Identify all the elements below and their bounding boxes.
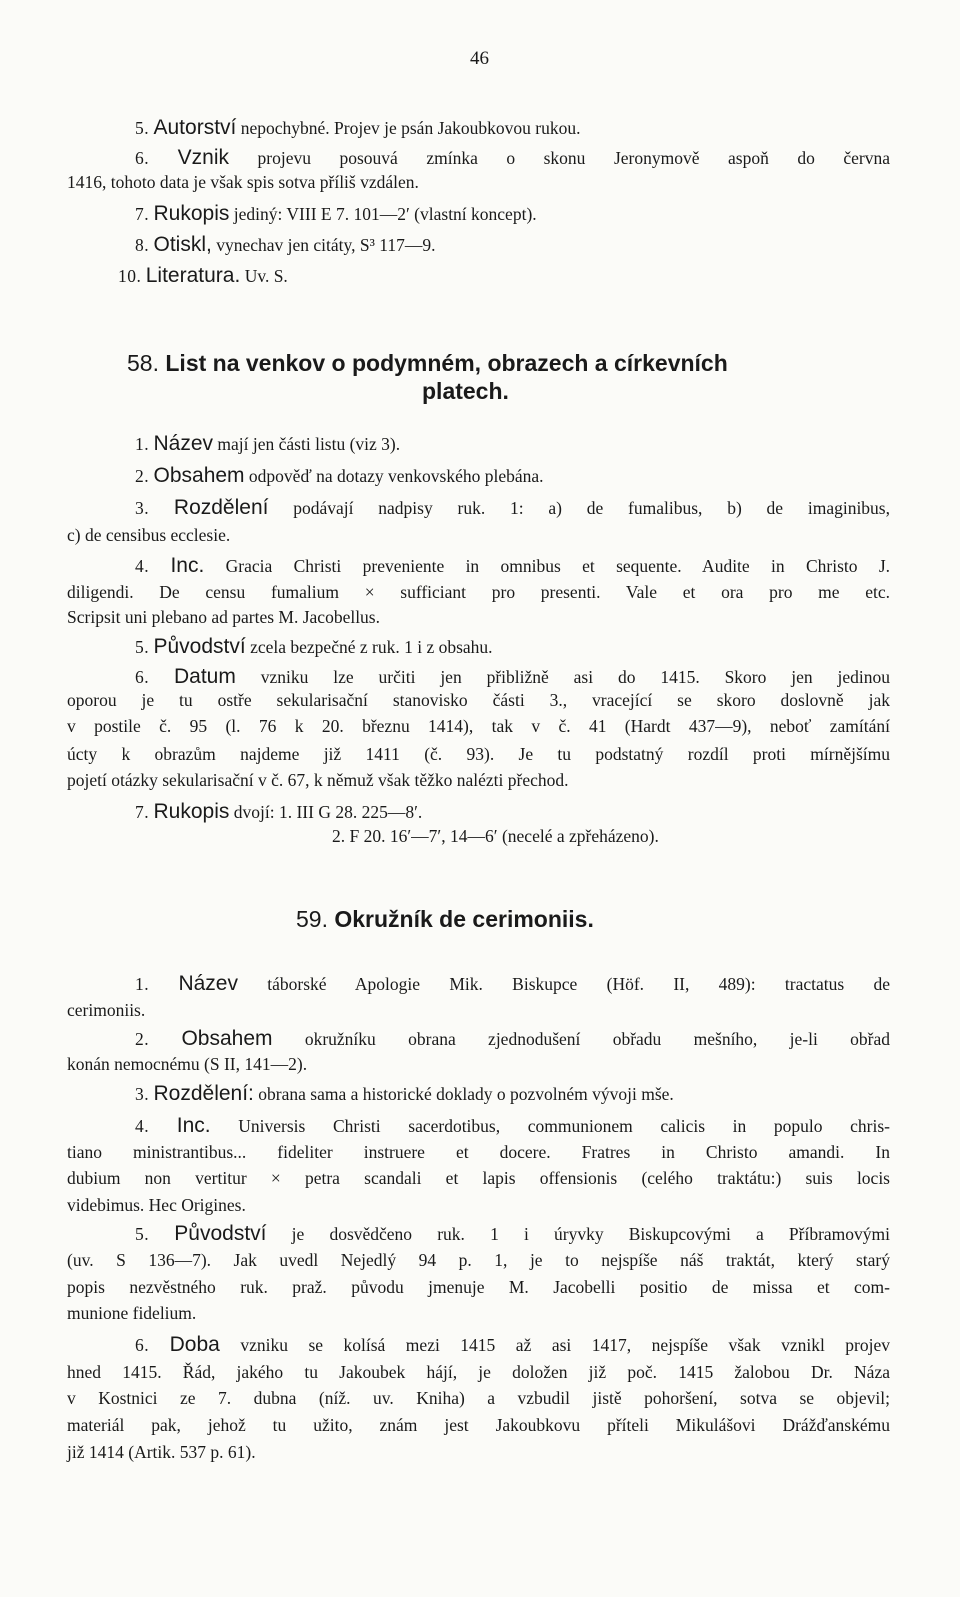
list-item [135,116,890,140]
item-text: vzniku se kolísá mezi 1415 až asi 1417, nejspíše však vznikl projev [240,1335,891,1355]
item-text: tiano ministrantibus... fideliter instruere et docere. Fratres in Christo amandi. In [67,1142,890,1162]
list-item [67,716,890,737]
list-item [135,1222,890,1246]
item-number: 6. [135,667,150,687]
list-item [67,1168,890,1189]
item-text: Universis Christi sacerdotibus, communionem calicis in populo chris- [238,1116,891,1136]
item-text: konán nemocnému (S II, 141—2). [67,1054,308,1074]
section-heading [127,350,728,377]
item-text: zcela bezpečné z ruk. 1 i z obsahu. [250,637,493,657]
item-number: 5. [135,118,150,138]
item-keyword: Inc. [170,554,205,577]
item-number: 8. [135,235,150,255]
item-number: 7. [135,204,150,224]
item-text: popis nezvěstného ruk. praž. původu jmenuje M. Jacobelli positio de missa et com- [67,1277,890,1297]
item-keyword: Obsahem [153,464,245,487]
list-item [67,770,890,791]
item-text: projevu posouvá zmínka o skonu Jeronymově aspoň do června [257,148,890,168]
list-item [67,1000,890,1021]
item-text: materiál pak, jehož tu užito, znám jest Jakoubkovu příteli Mikulášovi Drážďanskému [67,1415,890,1435]
item-text: nepochybné. Projev je psán Jakoubkovou rukou. [240,118,581,138]
item-text: v postile č. 95 (l. 76 k 20. březnu 1414), tak v č. 41 (Hardt 437—9), neboť zamítání [67,716,890,736]
item-text: mají jen části listu (viz 3). [217,434,401,454]
list-item [135,635,890,659]
list-item [67,1054,890,1075]
item-text: podávají nadpisy ruk. 1: a) de fumalibus, b) de imaginibus, [293,498,890,518]
item-text: obrana sama a historické doklady o pozvolném vývoji mše. [258,1084,674,1104]
item-keyword: Název [153,432,214,455]
list-item [67,582,890,603]
list-item [135,496,890,520]
list-item [67,1362,890,1383]
item-number: 2. [135,466,150,486]
item-keyword: Autorství [153,116,237,139]
list-item [135,202,890,226]
list-item [67,1388,890,1409]
list-item [135,432,890,456]
item-number: 6. [135,148,150,168]
list-item [135,554,890,578]
section-title: Okružník de cerimoniis. [334,906,594,932]
item-keyword: Původství [153,635,246,658]
list-item [135,1333,890,1357]
item-keyword: Rozdělení [173,496,269,519]
item-text: 2. F 20. 16′—7′, 14—6′ (necelé a zpřeházeno). [332,826,659,846]
item-text: c) de censibus ecclesie. [67,525,231,545]
item-text: okružníku obrana zjednodušení obřadu mešního, je-li obřad [304,1029,890,1049]
item-keyword: Otiskl, [153,233,212,256]
list-item [135,972,890,996]
item-number: 3. [135,498,150,518]
list-item [67,1415,890,1436]
item-number: 5. [135,1224,150,1244]
item-keyword: Rozdělení: [153,1082,254,1105]
list-item [135,665,890,689]
item-number: 4. [135,1116,150,1136]
section-number: 59. [296,906,328,932]
list-item [67,172,890,193]
section-heading [296,906,594,933]
item-keyword: Vznik [177,146,229,169]
item-text: jediný: VIII E 7. 101—2′ (vlastní koncept). [233,204,537,224]
item-text: vynechav jen citáty, S³ 117—9. [216,235,436,255]
item-text: (uv. S 136—7). Jak uvedl Nejedlý 94 p. 1, je to nejspíše náš traktát, který starý [67,1250,890,1270]
list-item [67,690,890,711]
section-number: 58. [127,350,159,376]
list-item [332,826,890,847]
list-item [67,1195,890,1216]
list-item [135,146,890,170]
item-text: Scripsit uni plebano ad partes M. Jacobellus. [67,607,380,627]
item-text: již 1414 (Artik. 537 p. 61). [67,1442,256,1462]
item-text: Gracia Christi preveniente in omnibus et sequente. Audite in Christo J. [225,556,891,576]
item-number: 1. [135,974,150,994]
item-text: je dosvědčeno ruk. 1 i úryvky Biskupcovými a Příbramovými [291,1224,890,1244]
item-keyword: Inc. [176,1114,211,1137]
item-keyword: Doba [169,1333,220,1356]
item-keyword: Název [178,972,238,995]
item-keyword: Rukopis [153,202,230,225]
item-text: videbimus. Hec Origines. [67,1195,246,1215]
item-text: cerimoniis. [67,1000,146,1020]
item-number: 3. [135,1084,150,1104]
item-keyword: Rukopis [153,800,230,823]
list-item [135,233,890,257]
item-text: oporou je tu ostře sekularisační stanovisko části 3., vracející se skoro doslovně jak [67,690,890,710]
item-text: dubium non vertitur × petra scandali et lapis offensionis (celého traktátu:) suis locis [67,1168,890,1188]
item-number: 7. [135,802,150,822]
item-text: v Kostnici ze 7. dubna (níž. uv. Kniha) a vzbudil jistě pohoršení, sotva se objevil; [67,1388,890,1408]
list-item [135,800,890,824]
item-number: 6. [135,1335,150,1355]
section-title: List na venkov o podymném, obrazech a církevních [165,350,728,376]
list-item [67,744,890,765]
item-number: 1. [135,434,150,454]
item-keyword: Datum [174,665,236,688]
item-text: Uv. S. [244,266,288,286]
list-item [67,1142,890,1163]
list-item [135,1114,890,1138]
item-number: 2. [135,1029,150,1049]
section-heading-continued [422,378,509,405]
item-text: dvojí: 1. III G 28. 225—8′. [233,802,423,822]
item-text: munione fidelium. [67,1303,197,1323]
item-text: táborské Apologie Mik. Biskupce (Höf. II, 489): tractatus de [267,974,891,994]
item-keyword: Literatura. [145,264,241,287]
item-text: hned 1415. Řád, jakého tu Jakoubek hájí, je doložen již poč. 1415 žalobou Dr. Náza [67,1362,890,1382]
item-keyword: Původství [174,1222,267,1245]
list-item [67,1250,890,1271]
item-keyword: Obsahem [181,1027,273,1050]
item-text: úcty k obrazům najdeme již 1411 (č. 93). Je tu podstatný rozdíl proti mírnějšímu [67,744,890,764]
page-number: 46 [470,48,489,69]
list-item [67,1442,890,1463]
item-text: 1416, tohoto data je však spis sotva příliš vzdálen. [67,172,419,192]
item-number: 10. [118,266,142,286]
item-text: odpověď na dotazy venkovského plebána. [248,466,544,486]
item-number: 4. [135,556,150,576]
section-title-continued: platech. [422,378,509,404]
list-item [135,464,890,488]
list-item [67,1303,890,1324]
item-number: 5. [135,637,150,657]
list-item [135,1027,890,1051]
list-item [67,1277,890,1298]
list-item [67,607,890,628]
list-item [67,525,890,546]
item-text: diligendi. De censu fumalium × sufficiant pro presenti. Vale et ora pro me etc. [67,582,890,602]
list-item [135,1082,890,1106]
list-item [118,264,890,288]
item-text: pojetí otázky sekularisační v č. 67, k němuž však těžko nalézti přechod. [67,770,569,790]
item-text: vzniku lze určiti jen přibližně asi do 1415. Skoro jen jedinou [260,667,891,687]
